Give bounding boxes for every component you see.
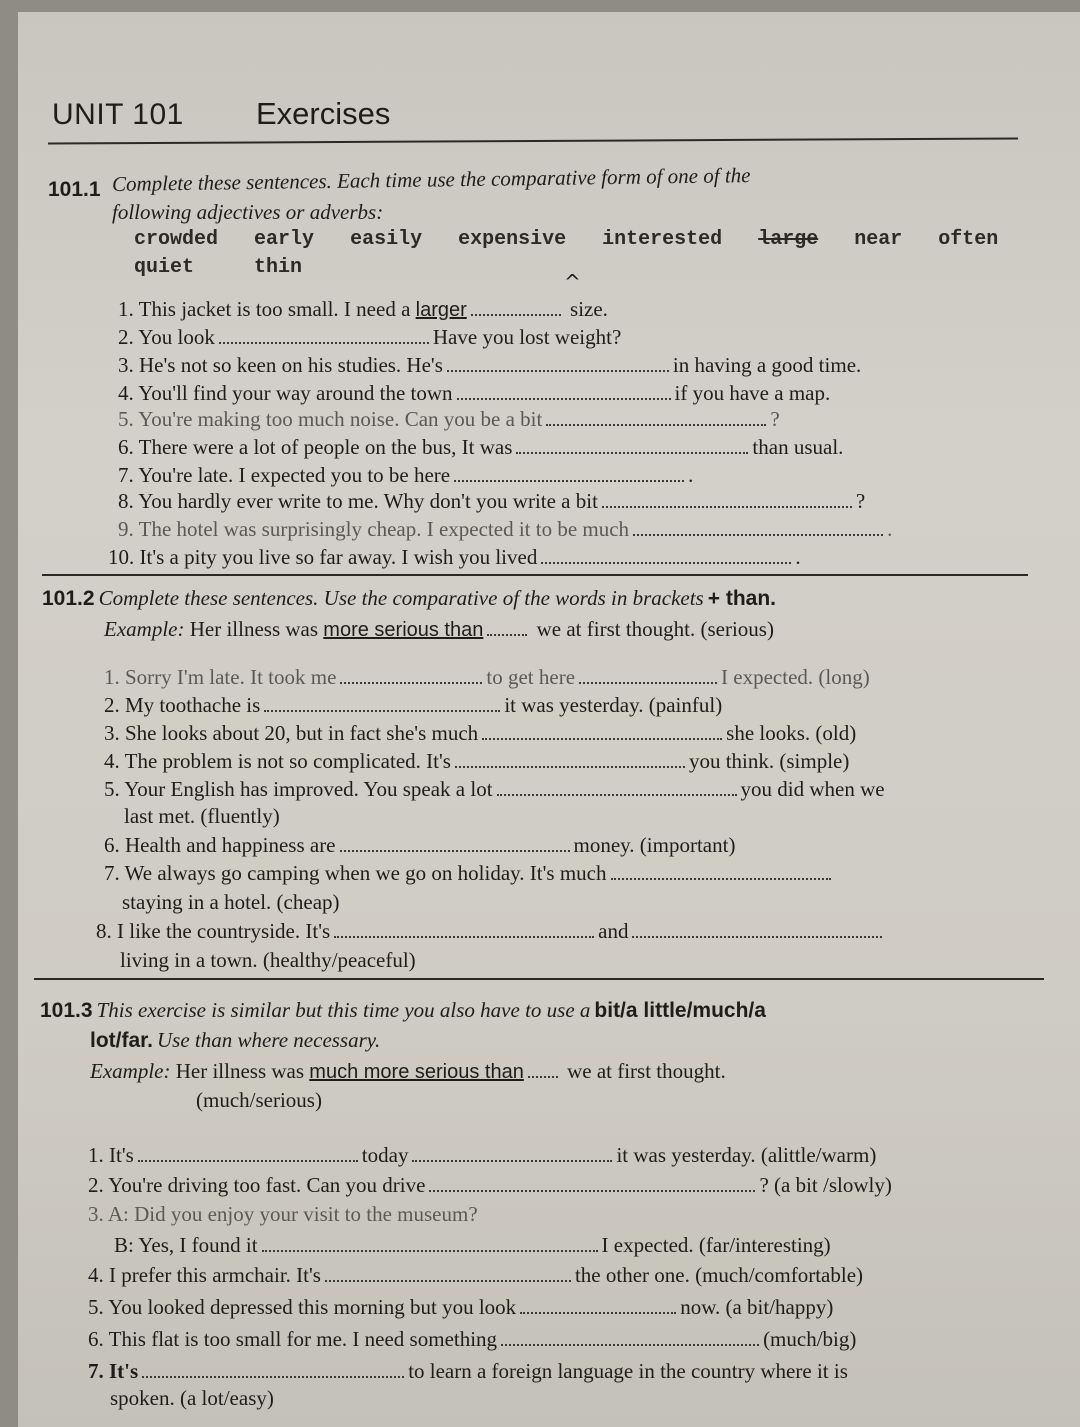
word-item: near [854,228,903,251]
exercise-header [42,586,776,611]
section-divider [42,574,1028,576]
example-hint: (much/serious) [196,1088,322,1112]
word-item: early [254,228,315,251]
list-item: 3. He's not so keen on his studies. He's in having a good time. [118,353,862,377]
list-item-cont: staying in a hotel. (cheap) [122,890,340,914]
list-item: 6. Health and happiness are money. (important) [104,833,736,857]
word-item: expensive [458,228,567,251]
list-item: 4. The problem is not so complicated. It's you think. (simple) [104,749,850,773]
exercise-instruction: Complete these sentences. Use the comparative of the words in brackets [98,586,704,610]
exercise-instruction: Complete these sentences. Each time use the comparative form of one of the [111,163,751,196]
exercise-instruction-cont: following adjectives or adverbs: [112,200,384,224]
list-item: 7. You're late. I expected you to be here . [118,463,694,487]
list-item: 5. You're making too much noise. Can you be a bit ? [118,407,780,431]
list-item-cont: last met. (fluently) [124,804,280,828]
exercise-number: 101.3 [40,999,93,1022]
list-item: 7. We always go camping when we go on holiday. It's much [104,860,835,886]
list-item: 1. This jacket is too small. I need a larger size. [118,297,608,321]
list-item: 1. Sorry I'm late. It took me to get here I expected. (long) [104,665,870,689]
exercise-instruction: This exercise is similar but this time you also have to use a [96,998,591,1022]
word-item: easily [350,228,423,251]
word-box-row-2 [134,256,302,279]
exercise-instruction-bold: lot/far. [90,1029,154,1052]
word-box-row-1 [134,228,998,251]
exercise-instruction-bold: bit/a little/much/a [594,999,766,1022]
list-item: 4. You'll find your way around the town if you have a map. [118,381,831,405]
list-item: 7. It's to learn a foreign language in the country where it is [88,1359,848,1383]
list-item: 6. There were a lot of people on the bus, It was than usual. [118,435,844,459]
exercise-number: 101.1 [48,178,101,201]
section-divider [34,978,1044,980]
list-item: 9. The hotel was surprisingly cheap. I expected it to be much . [118,517,893,541]
list-item: 8. I like the countryside. It's and [96,918,886,944]
exercise-header [40,998,766,1023]
unit-title: UNIT 101 [52,98,184,131]
list-item: 10. It's a pity you live so far away. I wish you lived . [108,545,801,569]
exercise-instruction: Use than where necessary. [157,1028,381,1052]
exercise-instruction-than: + than. [707,587,776,610]
caret-mark-icon: ^ [564,270,581,294]
list-item-cont: spoken. (a lot/easy) [110,1386,274,1410]
list-item-cont: B: Yes, I found it I expected. (far/interesting) [114,1233,831,1257]
list-item: 3. A: Did you enjoy your visit to the museum? [88,1202,478,1226]
example-answer: more serious than [323,619,484,641]
word-item: crowded [134,228,219,251]
list-item: 2. My toothache is it was yesterday. (painful) [104,693,723,717]
list-item: 2. You look Have you lost weight? [118,325,622,349]
list-item: 5. Your English has improved. You speak a lot you did when we [104,777,885,801]
word-item: interested [602,228,723,251]
word-item: thin [254,256,303,279]
list-item: 1. It's today it was yesterday. (alittle/warm) [88,1143,877,1167]
list-item: 4. I prefer this armchair. It's the other one. (much/comfortable) [88,1263,864,1287]
list-item: 5. You looked depressed this morning but you look now. (a bit/happy) [88,1295,834,1319]
word-item: often [938,228,999,251]
exercise-header-cont [90,1028,380,1053]
list-item: 6. This flat is too small for me. I need something (much/big) [88,1327,857,1351]
list-item: 3. She looks about 20, but in fact she's much she looks. (old) [104,721,857,745]
list-item: 8. You hardly ever write to me. Why don't you write a bit ? [118,489,866,513]
answer-text: larger [415,299,467,321]
workbook-page [18,12,1080,1427]
list-item-cont: living in a town. (healthy/peaceful) [120,948,416,972]
exercise-number: 101.2 [42,587,95,610]
word-item: quiet [134,256,195,279]
example-line: Example: Her illness was much more serious than we at first thought. [90,1059,726,1083]
unit-subtitle: Exercises [256,96,391,131]
header-rule [48,137,1018,144]
list-item: 2. You're driving too fast. Can you drive ? (a bit /slowly) [88,1173,892,1197]
example-answer: much more serious than [309,1061,524,1083]
example-line: Example: Her illness was more serious than we at first thought. (serious) [104,617,774,641]
word-item-crossed: large [758,228,819,251]
